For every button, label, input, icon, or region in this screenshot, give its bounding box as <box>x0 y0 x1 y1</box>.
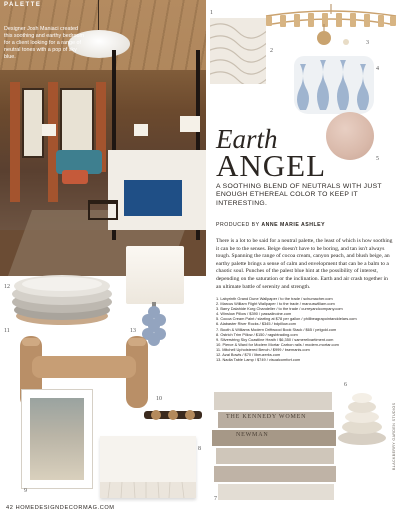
source-item: 10. Pierce & Ward for Modern Mortar Carbon rails / modern-mortar.com <box>216 341 339 347</box>
designer-caption: Designer Josh Maniaci created this soothing and earthy bedroom for a client looking for a range of neutral tones with a pop of sky blue. <box>4 26 85 60</box>
title-line-2: ANGEL <box>216 148 327 183</box>
source-item: 5. Cocoa Cream Paint / starting at $78 per gallon / phillbeagrapointanddelars.com <box>216 316 357 322</box>
source-item: 7. Booth & Williams Modern Driftwood Book Stack / $65 / pelgold.com <box>216 326 337 332</box>
source-item: 12. Azai Bowls / $70 / libeuzerks.com <box>216 352 281 358</box>
source-item: 8. Ostrich Trim Pillow / $150 / ragsbtrading.com <box>216 331 298 337</box>
item-number: 12 <box>4 284 10 290</box>
subtitle: A SOOTHING BLEND OF NEUTRALS WITH JUST ENOUGH ETHEREAL COLOR TO KEEP IT INTERESTING. <box>216 183 382 207</box>
photo-credit: BLACKBERRY GARDEN STUDIOS <box>392 402 396 470</box>
wallpaper-pattern <box>210 18 266 84</box>
item-number: 9 <box>24 488 27 494</box>
chandelier <box>262 4 400 50</box>
source-item: 11. Mitchell Upholstered Bench / $999 / bsemanis.com <box>216 346 310 352</box>
item-number: 11 <box>4 328 10 334</box>
item-number: 13 <box>130 328 136 334</box>
source-item: 1. Labyrinth Grand Dune Wallpaper / to the trade / schumacher.com <box>216 296 333 301</box>
ostrich-trim-pillow <box>100 436 196 498</box>
source-item: 13. Nadia Table Lamp / $749 / visualcomfort.com <box>216 357 301 363</box>
source-item: 2. Marcus William Flight Wallpaper / to the trade / marcuswilliam.com <box>216 301 335 307</box>
section-tag: PALETTE <box>4 2 42 8</box>
sources-list <box>216 296 396 362</box>
item-number: 10 <box>156 396 162 402</box>
item-number: 8 <box>198 446 201 452</box>
source-item: 3. Barry Dalahide Korg Chandelier / to the trade / curreyandcompany.com <box>216 306 343 312</box>
item-number: 7 <box>214 496 217 502</box>
wallpaper-swatch <box>210 18 266 84</box>
item-number: 5 <box>376 156 379 162</box>
title-line-1: Earth <box>216 124 278 154</box>
byline-label: PRODUCED BY <box>216 222 260 228</box>
source-item: 4. Winslow Pillow / $390 / passalinoine.com <box>216 311 292 317</box>
item-number: 4 <box>376 66 379 72</box>
blue-pillow <box>294 56 374 114</box>
rust-ottoman <box>62 170 88 184</box>
item-number: 3 <box>366 40 369 46</box>
window <box>22 88 44 158</box>
byline-name: ANNE MARIE ASHLEY <box>261 222 326 228</box>
page-footer: 42 HOMEDESIGNDECORMAG.COM <box>6 505 115 511</box>
item-number: 1 <box>210 10 213 16</box>
side-bench <box>88 200 118 220</box>
source-item: 9. Silverstring Sky Coastline Heath / $6,350 / samerelivartiment.com <box>216 336 334 342</box>
item-number: 6 <box>344 382 347 388</box>
book-spine-title: NEWMAN <box>236 432 269 438</box>
source-item: 6. Alabaster River Rocks / $345 / bdpillow.com <box>216 321 297 327</box>
carbon-rail <box>144 402 202 428</box>
book-spine-title: THE KENNEDY WOMEN <box>226 414 307 420</box>
byline <box>216 222 325 228</box>
art-print <box>30 398 84 480</box>
stacked-bowls <box>10 268 114 328</box>
blue-throw <box>124 180 182 216</box>
paint-swatch <box>326 112 374 160</box>
item-number: 2 <box>270 48 273 54</box>
body-copy: There is a lot to be said for a neutral palette, the least of which is how soothing it can be to the senses. Beige doesn't have to be boring, and tan isn't always tough. Spanning the range of cocoa cream, canyon peach, and blush beige, an earthy palette brings a sense of calm and envelopment that can be a balm to a chaotic soul. Punches of the palest blue hint at the possibility of interest, depending on the saturation or the inclination. Earth and air crash together in an ultimate battle of serenity and strength. <box>216 238 393 290</box>
lamp-shade <box>126 246 184 304</box>
book-stack <box>212 388 340 502</box>
river-rocks <box>334 390 390 446</box>
